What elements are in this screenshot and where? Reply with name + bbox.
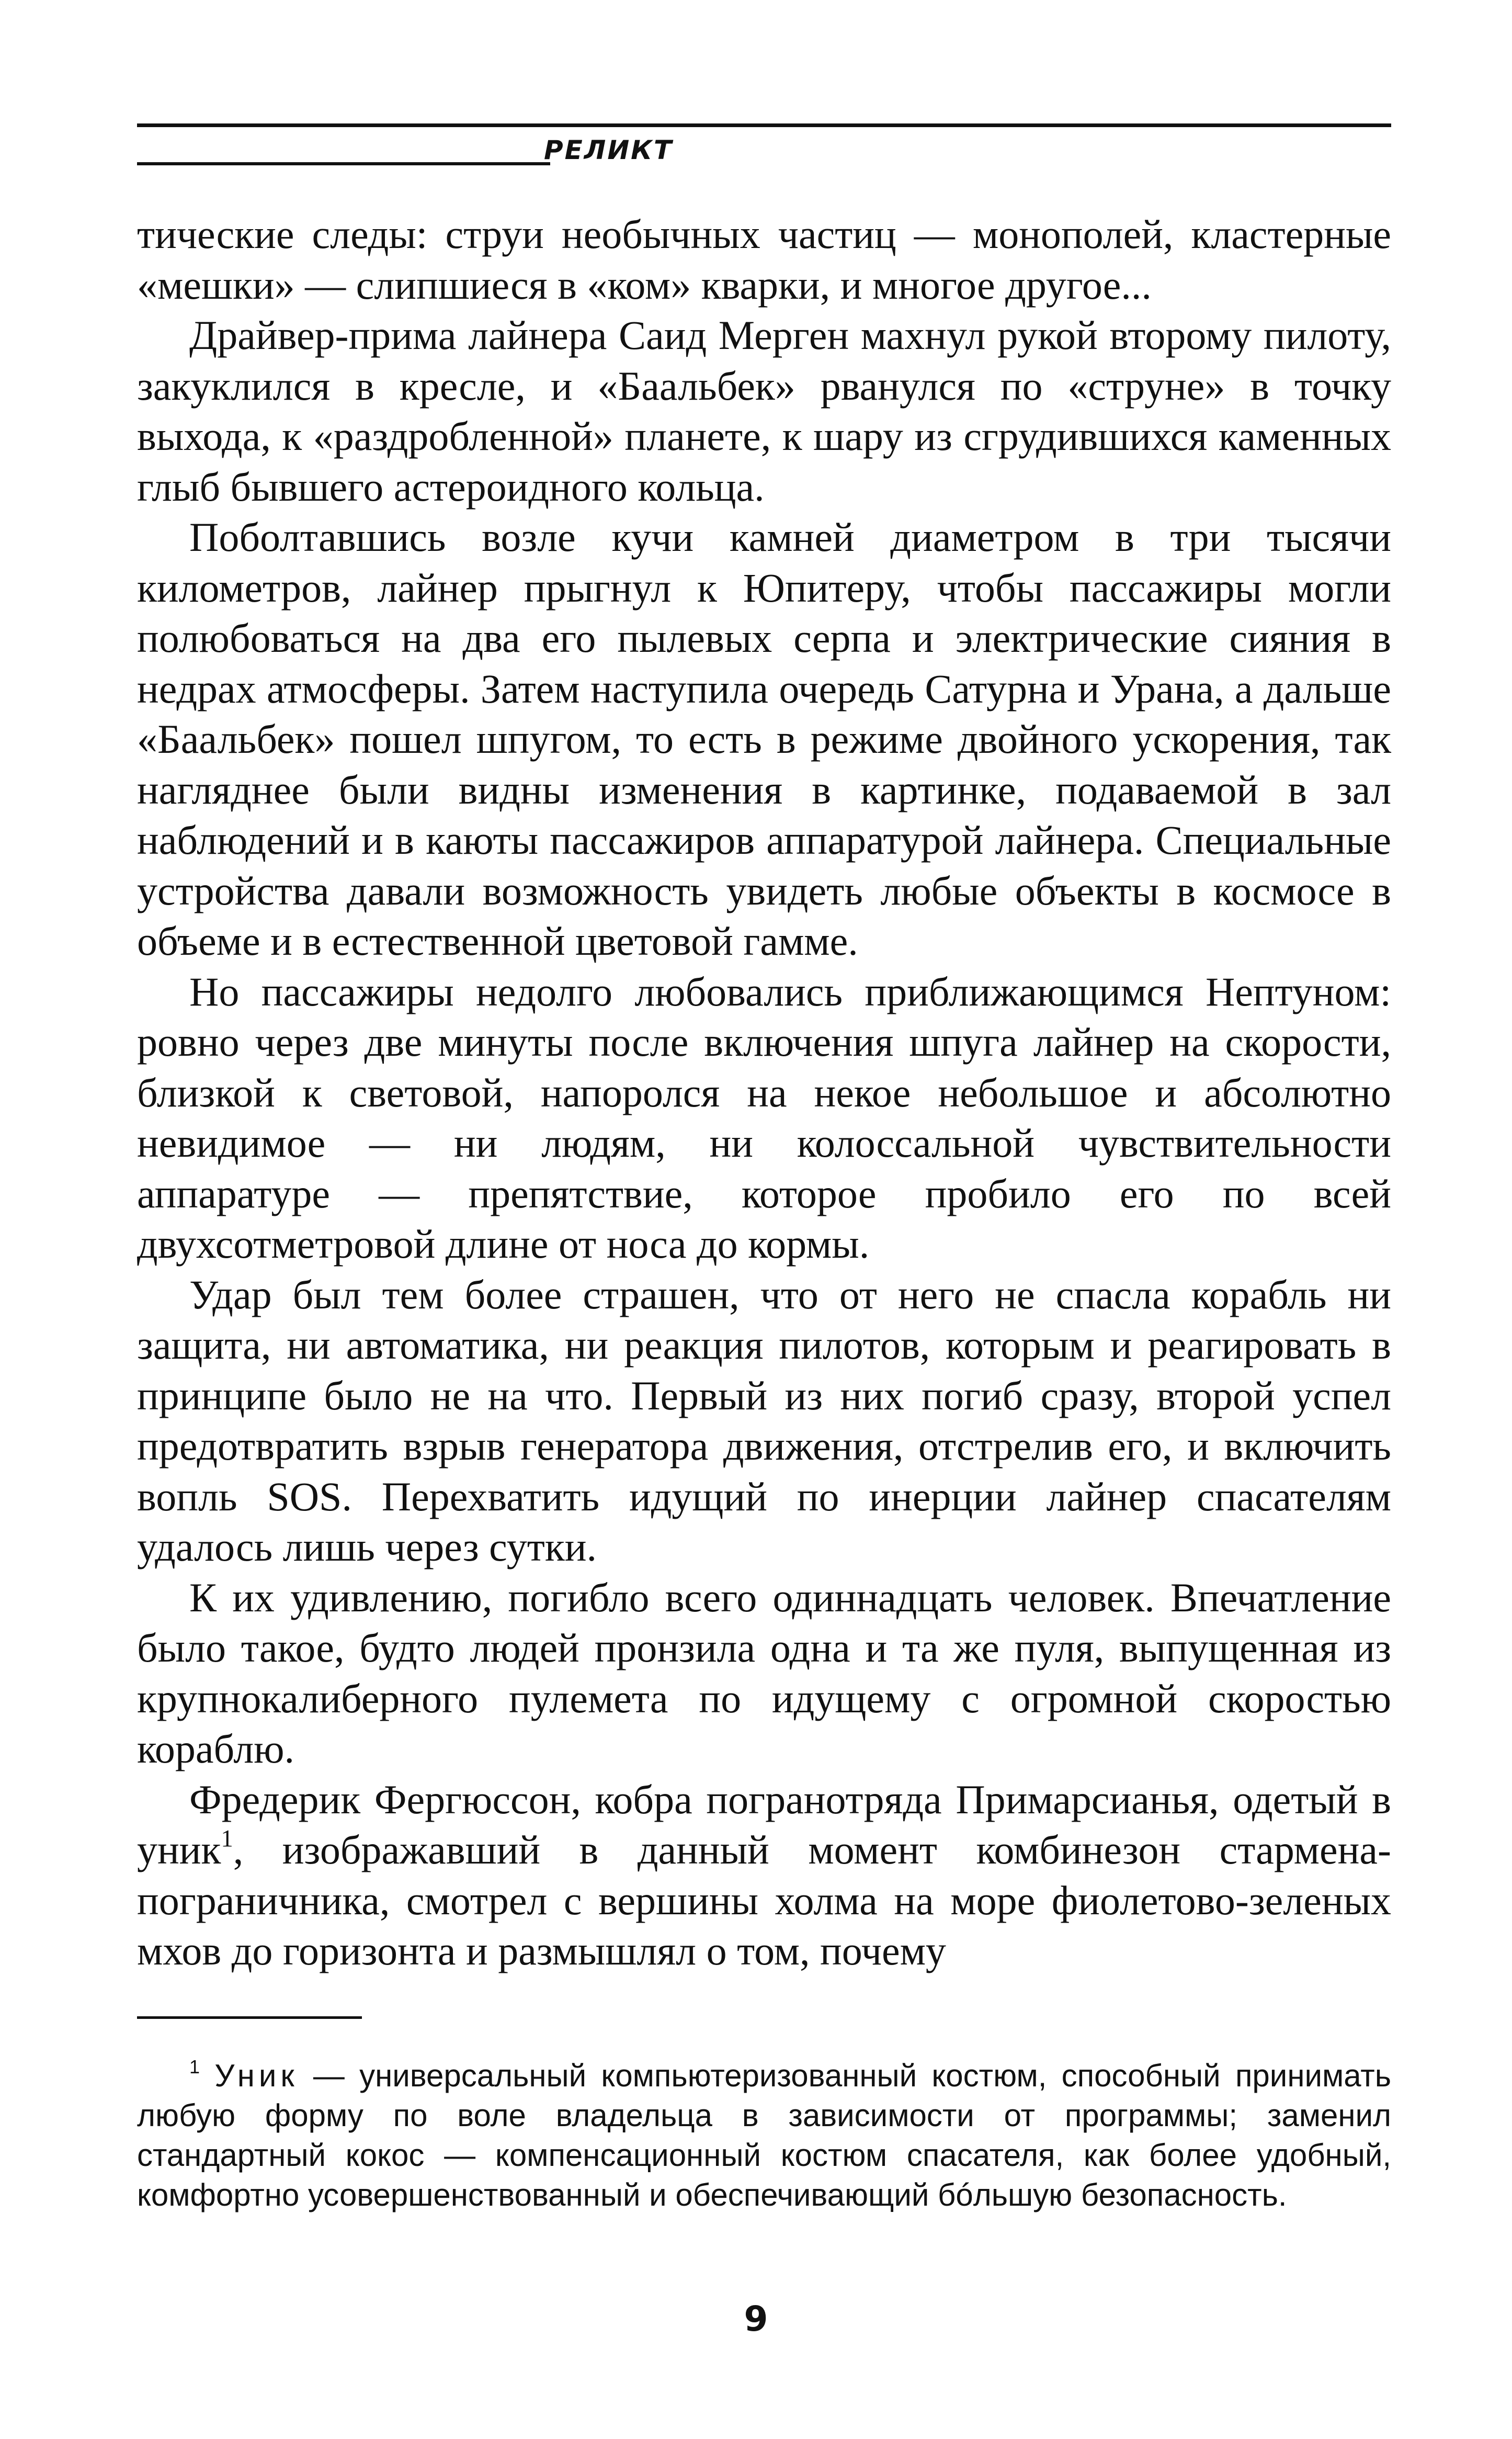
footnote-reference: 1 <box>221 1825 233 1853</box>
paragraph-text-end: , изображавший в данный момент комбинезон стармена-пограничника, смотрел с вершины холма на море фиолетово-зеленых мхов до горизонта и размышлял о том, почему <box>137 1827 1391 1973</box>
paragraph: Но пассажиры недолго любовались приближающимся Нептуном: ровно через две минуты после включения шпуга лайнер на скорости, близкой к световой, напоролся на некое небольшое и абсолютно невидимое — ни людям, ни колоссальной чувствительности аппаратуре — препятствие, которое пробило его по всей двухсотметровой длине от носа до кормы. <box>137 968 1391 1267</box>
footnote-text: — универсальный компьютеризованный костюм, способный принимать любую форму по воле владельца в зависимости от программы; заменил стандартный кокос — компенсационный костюм спасателя, как более удобный, комфортно усовершенствованный и обеспечивающий бóльшую безопасность. <box>137 2058 1392 2212</box>
paragraph: Удар был тем более страшен, что от него не спасла корабль ни защита, ни автоматика, ни реакция пилотов, которым и реагировать в принципе было не на что. Первый из них погиб сразу, второй успел предотвратить взрыв генератора движения, отстрелив его, и включить вопль SOS. Перехватить идущий по инерции лайнер спасателям удалось лишь через сутки. <box>137 1271 1391 1569</box>
header-top-rule <box>137 123 1391 127</box>
running-title: РЕЛИКТ <box>544 135 674 165</box>
footnote-separator <box>137 2016 362 2019</box>
paragraph-last <box>137 1775 1391 1977</box>
paragraph-continued: тические следы: струи необычных частиц — монополей, кластерные «мешки» — слипшиеся в «ком» кварки, и многое другое... <box>137 211 1391 308</box>
header-left-rule <box>137 162 550 165</box>
main-text <box>137 209 1391 1977</box>
paragraph: К их удивлению, погибло всего одиннадцать человек. Впечатление было такое, будто людей пронзила одна и та же пуля, выпущенная из крупнокалиберного пулемета по идущему с огромной скоростью кораблю. <box>137 1574 1391 1771</box>
page-number: 9 <box>744 2299 768 2339</box>
paragraph-text-start: Фредерик Фергюссон, кобра погранотряда Примарсианья, одетый в уник <box>137 1776 1391 1872</box>
footnote-term: Уник <box>214 2058 299 2093</box>
paragraph: Драйвер-прима лайнера Саид Мерген махнул рукой второму пилоту, закуклился в кресле, и «Баальбек» рванулся по «струне» в точку выхода, к «раздробленной» планете, к шару из сгрудившихся каменных глыб бывшего астероидного кольца. <box>137 312 1391 510</box>
footnote-mark: 1 <box>189 2056 200 2077</box>
footnote <box>137 2056 1391 2215</box>
paragraph: Поболтавшись возле кучи камней диаметром в три тысячи километров, лайнер прыгнул к Юпитеру, чтобы пассажиры могли полюбоваться на два его пылевых серпа и электрические сияния в недрах атмосферы. Затем наступила очередь Сатурна и Урана, а дальше «Баальбек» пошел шпугом, то есть в режиме двойного ускорения, так нагляднее были видны изменения в картинке, подаваемой в зал наблюдений и в каюты пассажиров аппаратурой лайнера. Специальные устройства давали возможность увидеть любые объекты в космосе в объеме и в естественной цветовой гамме. <box>137 514 1391 964</box>
